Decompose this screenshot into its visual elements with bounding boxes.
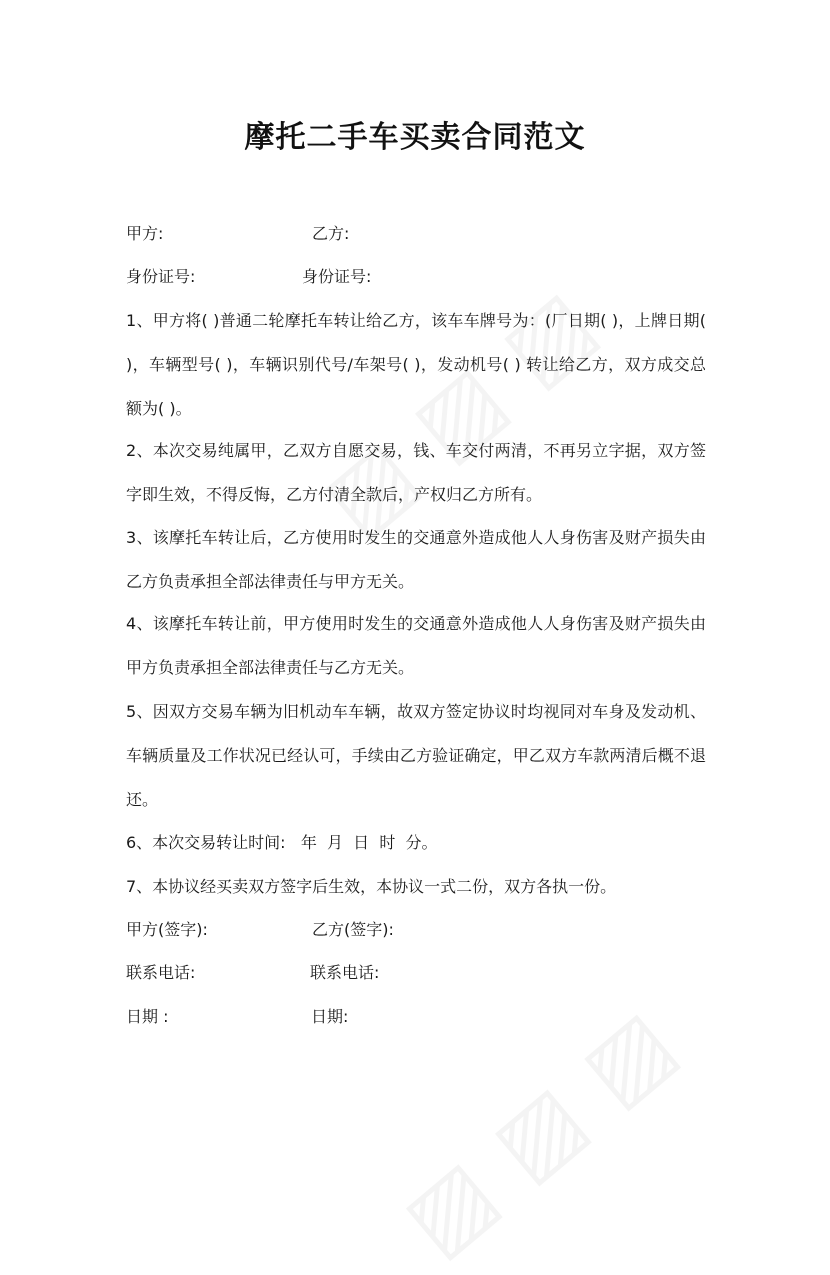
party-b-phone: 联系电话: xyxy=(310,963,380,982)
party-a-date: 日期 : xyxy=(126,1007,169,1026)
party-b-signature: 乙方(签字): xyxy=(312,920,394,939)
clause-4: 4、该摩托车转让前，甲方使用时发生的交通意外造成他人人身伤害及财产损失由甲方负责承担全部法律责任与乙方无关。 xyxy=(126,614,706,677)
party-b-label: 乙方: xyxy=(312,224,350,243)
party-a-phone: 联系电话: xyxy=(126,963,196,982)
party-a-label: 甲方: xyxy=(126,224,164,243)
party-a-signature: 甲方(签字): xyxy=(126,920,208,939)
party-b-date: 日期: xyxy=(311,1007,349,1026)
clause-3: 3、该摩托车转让后，乙方使用时发生的交通意外造成他人人身伤害及财产损失由乙方负责承担全部法律责任与甲方无关。 xyxy=(126,528,706,591)
clause-7: 7、本协议经买卖双方签字后生效，本协议一式二份，双方各执一份。 xyxy=(126,877,617,896)
clause-1: 1、甲方将( )普通二轮摩托车转让给乙方，该车车牌号为：(厂日期( )，上牌日期( )，车辆型号( )，车辆识别代号/车架号( )，发动机号( ) 转让给乙方，双方成交总额为( )。 xyxy=(126,311,706,418)
document-title: 摩托二手车买卖合同范文 xyxy=(244,120,586,155)
clause-6: 6、本次交易转让时间: 年 月 日 时 分。 xyxy=(126,833,438,852)
id-a-label: 身份证号: xyxy=(126,267,196,286)
clause-2: 2、本次交易纯属甲，乙双方自愿交易，钱、车交付两清，不再另立字据，双方签字即生效，不得反悔，乙方付清全款后，产权归乙方所有。 xyxy=(126,441,706,504)
id-b-label: 身份证号: xyxy=(302,267,372,286)
watermark-bottom xyxy=(383,990,694,1275)
clause-5: 5、因双方交易车辆为旧机动车车辆，故双方签定协议时均视同对车身及发动机、车辆质量及工作状况已经认可，手续由乙方验证确定，甲乙双方车款两清后概不退还。 xyxy=(126,702,706,809)
